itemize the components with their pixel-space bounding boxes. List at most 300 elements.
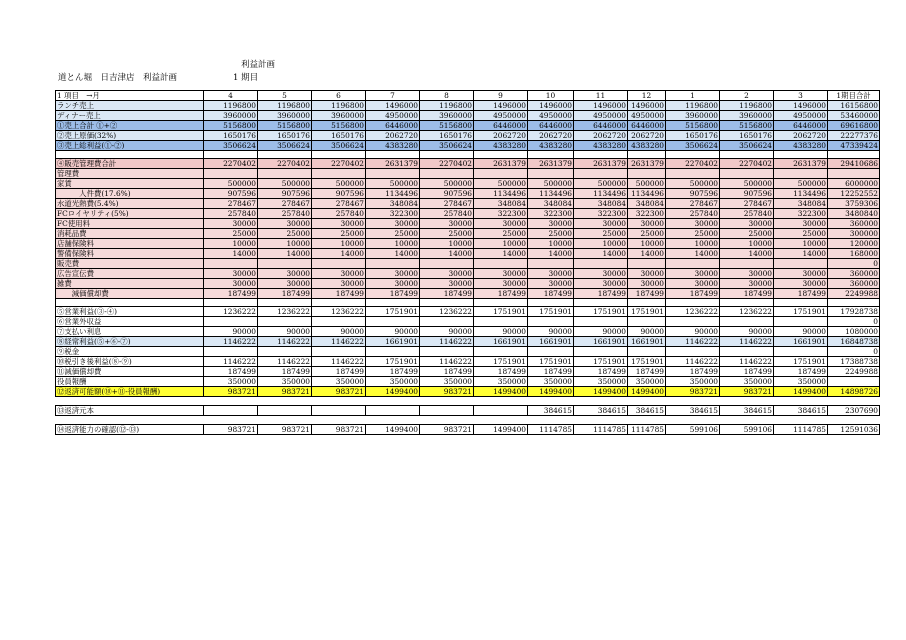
- value-cell: 90000: [574, 327, 628, 337]
- header-month: 4: [204, 91, 258, 101]
- value-cell: 500000: [574, 179, 628, 189]
- value-cell: 599106: [720, 425, 774, 435]
- value-cell: [628, 416, 666, 425]
- value-cell: 1146222: [420, 357, 474, 367]
- value-cell: 14000: [628, 249, 666, 259]
- value-cell: 1196800: [204, 101, 258, 111]
- value-cell: 14000: [774, 249, 828, 259]
- table-row: [56, 111, 880, 121]
- value-cell: 350000: [720, 377, 774, 387]
- value-cell: 1196800: [312, 101, 366, 111]
- value-cell: 1146222: [666, 357, 720, 367]
- value-cell: 30000: [204, 279, 258, 289]
- value-cell: 3506624: [666, 141, 720, 151]
- value-cell: 1134496: [774, 189, 828, 199]
- value-cell: 983721: [258, 425, 312, 435]
- row-label: ⑩税引き後利益(⑧-⑨): [56, 357, 204, 367]
- value-cell: 25000: [666, 229, 720, 239]
- value-cell: [774, 416, 828, 425]
- value-cell: 907596: [720, 189, 774, 199]
- value-cell: 187499: [574, 289, 628, 299]
- value-cell: 187499: [628, 289, 666, 299]
- row-label: ④販売管理費合計: [56, 159, 204, 169]
- value-cell: 10000: [528, 239, 574, 249]
- value-cell: [574, 416, 628, 425]
- value-cell: 90000: [628, 327, 666, 337]
- value-cell: 1134496: [474, 189, 528, 199]
- value-cell: 278467: [204, 199, 258, 209]
- value-cell: 1751901: [574, 307, 628, 317]
- header-month: 11: [574, 91, 628, 101]
- value-cell: 25000: [574, 229, 628, 239]
- value-cell: [774, 151, 828, 159]
- value-cell: 10000: [628, 239, 666, 249]
- value-cell: 350000: [666, 377, 720, 387]
- value-cell: 2631379: [528, 159, 574, 169]
- value-cell: 4383280: [528, 141, 574, 151]
- table-row: [56, 387, 880, 397]
- row-label: [56, 299, 204, 307]
- value-cell: 1134496: [628, 189, 666, 199]
- value-cell: 3960000: [666, 111, 720, 121]
- value-cell: [420, 397, 474, 406]
- row-label: [56, 151, 204, 159]
- value-cell: 348084: [474, 199, 528, 209]
- value-cell: 599106: [666, 425, 720, 435]
- value-cell: 257840: [666, 209, 720, 219]
- row-label: ⑫返済可能額(⑩+⑪-役員報酬): [56, 387, 204, 397]
- value-cell: 3506624: [312, 141, 366, 151]
- header-month: 5: [258, 91, 312, 101]
- table-row: [56, 367, 880, 377]
- value-cell: 1146222: [258, 337, 312, 347]
- value-cell: [474, 416, 528, 425]
- table-row: [56, 101, 880, 111]
- value-cell: [774, 317, 828, 327]
- total-cell: 3759306: [828, 199, 880, 209]
- value-cell: 1146222: [720, 337, 774, 347]
- value-cell: 3506624: [258, 141, 312, 151]
- value-cell: 2631379: [474, 159, 528, 169]
- value-cell: [366, 151, 420, 159]
- value-cell: 3960000: [420, 111, 474, 121]
- value-cell: [720, 347, 774, 357]
- value-cell: 1751901: [474, 307, 528, 317]
- value-cell: 384615: [574, 406, 628, 416]
- header-month: 8: [420, 91, 474, 101]
- value-cell: 187499: [366, 367, 420, 377]
- table-row: [56, 299, 880, 307]
- value-cell: [528, 169, 574, 179]
- value-cell: 5156800: [720, 121, 774, 131]
- value-cell: [258, 397, 312, 406]
- value-cell: 14000: [528, 249, 574, 259]
- value-cell: [628, 151, 666, 159]
- value-cell: 10000: [774, 239, 828, 249]
- value-cell: 1134496: [574, 189, 628, 199]
- value-cell: 322300: [528, 209, 574, 219]
- value-cell: 1751901: [774, 307, 828, 317]
- value-cell: [366, 347, 420, 357]
- value-cell: [312, 317, 366, 327]
- table-row: [56, 131, 880, 141]
- header-month: 3: [774, 91, 828, 101]
- row-label: 減価償却費: [56, 289, 204, 299]
- value-cell: 1146222: [312, 337, 366, 347]
- table-row: [56, 406, 880, 416]
- total-cell: 53460000: [828, 111, 880, 121]
- value-cell: 1196800: [258, 101, 312, 111]
- total-cell: [828, 416, 880, 425]
- value-cell: 500000: [774, 179, 828, 189]
- row-label: 消耗品費: [56, 229, 204, 239]
- value-cell: 2270402: [666, 159, 720, 169]
- value-cell: 10000: [366, 239, 420, 249]
- value-cell: 1751901: [528, 307, 574, 317]
- total-cell: [828, 151, 880, 159]
- total-cell: 3480840: [828, 209, 880, 219]
- header-month: 9: [474, 91, 528, 101]
- value-cell: 322300: [574, 209, 628, 219]
- value-cell: 257840: [420, 209, 474, 219]
- value-cell: 1499400: [574, 387, 628, 397]
- total-cell: 0: [828, 317, 880, 327]
- value-cell: [258, 259, 312, 269]
- value-cell: 187499: [666, 289, 720, 299]
- table-row: [56, 289, 880, 299]
- header-total: 1期目合計: [828, 91, 880, 101]
- value-cell: 350000: [312, 377, 366, 387]
- value-cell: 30000: [628, 279, 666, 289]
- value-cell: 1650176: [666, 131, 720, 141]
- value-cell: 983721: [204, 425, 258, 435]
- total-cell: [828, 169, 880, 179]
- value-cell: 6446000: [528, 121, 574, 131]
- value-cell: 350000: [528, 377, 574, 387]
- value-cell: [204, 406, 258, 416]
- value-cell: [204, 416, 258, 425]
- value-cell: [312, 169, 366, 179]
- value-cell: [204, 347, 258, 357]
- value-cell: 14000: [474, 249, 528, 259]
- value-cell: 14000: [720, 249, 774, 259]
- table-row: [56, 209, 880, 219]
- value-cell: 25000: [528, 229, 574, 239]
- value-cell: 30000: [366, 269, 420, 279]
- table-row: [56, 121, 880, 131]
- total-cell: 2249988: [828, 367, 880, 377]
- value-cell: 1114785: [528, 425, 574, 435]
- value-cell: [574, 347, 628, 357]
- table-row: [56, 229, 880, 239]
- table-row: [56, 347, 880, 357]
- value-cell: 2270402: [720, 159, 774, 169]
- value-cell: 1499400: [474, 387, 528, 397]
- value-cell: 907596: [204, 189, 258, 199]
- value-cell: 1146222: [666, 337, 720, 347]
- value-cell: [474, 397, 528, 406]
- row-label: 管理費: [56, 169, 204, 179]
- value-cell: 1751901: [774, 357, 828, 367]
- value-cell: 2631379: [574, 159, 628, 169]
- value-cell: 1146222: [312, 357, 366, 367]
- header-month: 1: [666, 91, 720, 101]
- value-cell: 30000: [366, 279, 420, 289]
- value-cell: [366, 169, 420, 179]
- row-label: [56, 397, 204, 406]
- total-cell: 22277376: [828, 131, 880, 141]
- document-title: 利益計画: [241, 60, 276, 70]
- value-cell: 2062720: [528, 131, 574, 141]
- value-cell: 348084: [574, 199, 628, 209]
- value-cell: [774, 397, 828, 406]
- table-row: [56, 199, 880, 209]
- row-label: ディナー売上: [56, 111, 204, 121]
- value-cell: 6446000: [574, 121, 628, 131]
- value-cell: 30000: [574, 279, 628, 289]
- value-cell: 30000: [720, 269, 774, 279]
- value-cell: 30000: [366, 219, 420, 229]
- value-cell: 4950000: [774, 111, 828, 121]
- value-cell: 983721: [258, 387, 312, 397]
- total-cell: 17388738: [828, 357, 880, 367]
- value-cell: 1661901: [528, 337, 574, 347]
- row-label: ③売上総利益(①-②): [56, 141, 204, 151]
- value-cell: 10000: [204, 239, 258, 249]
- value-cell: 500000: [628, 179, 666, 189]
- value-cell: 1661901: [474, 337, 528, 347]
- value-cell: 4950000: [528, 111, 574, 121]
- value-cell: [420, 151, 474, 159]
- value-cell: 187499: [258, 289, 312, 299]
- value-cell: [628, 299, 666, 307]
- value-cell: [574, 169, 628, 179]
- value-cell: 1196800: [666, 101, 720, 111]
- value-cell: 187499: [528, 367, 574, 377]
- value-cell: 6446000: [628, 121, 666, 131]
- value-cell: 30000: [666, 279, 720, 289]
- value-cell: [258, 317, 312, 327]
- value-cell: 187499: [312, 367, 366, 377]
- value-cell: 187499: [366, 289, 420, 299]
- value-cell: 30000: [420, 269, 474, 279]
- value-cell: [666, 151, 720, 159]
- value-cell: [366, 416, 420, 425]
- row-label: 水道光熱費(5.4%): [56, 199, 204, 209]
- value-cell: 187499: [312, 289, 366, 299]
- value-cell: 348084: [366, 199, 420, 209]
- value-cell: 187499: [204, 367, 258, 377]
- value-cell: [574, 259, 628, 269]
- value-cell: [204, 317, 258, 327]
- value-cell: [528, 259, 574, 269]
- value-cell: [666, 299, 720, 307]
- value-cell: 500000: [666, 179, 720, 189]
- value-cell: 30000: [666, 269, 720, 279]
- value-cell: [258, 406, 312, 416]
- value-cell: 1751901: [574, 357, 628, 367]
- value-cell: [720, 299, 774, 307]
- table-row: [56, 397, 880, 406]
- value-cell: [204, 299, 258, 307]
- value-cell: 257840: [312, 209, 366, 219]
- row-label: ⑤営業利益(③-④): [56, 307, 204, 317]
- value-cell: [574, 317, 628, 327]
- value-cell: 1661901: [574, 337, 628, 347]
- value-cell: 5156800: [666, 121, 720, 131]
- row-label: FCロイヤリティ(5%): [56, 209, 204, 219]
- value-cell: 1499400: [628, 387, 666, 397]
- value-cell: [366, 317, 420, 327]
- value-cell: 6446000: [474, 121, 528, 131]
- table-row: [56, 159, 880, 169]
- value-cell: 30000: [312, 219, 366, 229]
- value-cell: 983721: [666, 387, 720, 397]
- value-cell: 30000: [474, 269, 528, 279]
- value-cell: 1499400: [474, 425, 528, 435]
- value-cell: [312, 259, 366, 269]
- value-cell: 4383280: [366, 141, 420, 151]
- value-cell: 1146222: [420, 337, 474, 347]
- value-cell: 25000: [258, 229, 312, 239]
- value-cell: 30000: [628, 269, 666, 279]
- value-cell: [528, 151, 574, 159]
- value-cell: [366, 397, 420, 406]
- total-cell: [828, 397, 880, 406]
- value-cell: 25000: [720, 229, 774, 239]
- header-month: 2: [720, 91, 774, 101]
- row-label: ⑨税金: [56, 347, 204, 357]
- value-cell: 30000: [204, 219, 258, 229]
- value-cell: [628, 347, 666, 357]
- value-cell: 90000: [366, 327, 420, 337]
- value-cell: 983721: [420, 387, 474, 397]
- value-cell: [312, 299, 366, 307]
- profit-plan-table: [55, 90, 880, 435]
- value-cell: 1499400: [774, 387, 828, 397]
- table-row: [56, 169, 880, 179]
- value-cell: 1196800: [720, 101, 774, 111]
- value-cell: 30000: [528, 279, 574, 289]
- value-cell: 3506624: [720, 141, 774, 151]
- value-cell: [720, 259, 774, 269]
- value-cell: [528, 299, 574, 307]
- total-cell: 360000: [828, 219, 880, 229]
- table-row: [56, 357, 880, 367]
- value-cell: [774, 347, 828, 357]
- value-cell: 1496000: [628, 101, 666, 111]
- value-cell: 500000: [474, 179, 528, 189]
- value-cell: 350000: [474, 377, 528, 387]
- value-cell: 30000: [720, 219, 774, 229]
- table-row: [56, 327, 880, 337]
- value-cell: 2631379: [628, 159, 666, 169]
- value-cell: 350000: [420, 377, 474, 387]
- value-cell: 348084: [774, 199, 828, 209]
- store-plan-subtitle: 道とん堀 日吉津店 利益計画: [58, 73, 178, 83]
- row-label: 役員報酬: [56, 377, 204, 387]
- value-cell: 10000: [420, 239, 474, 249]
- value-cell: 1661901: [628, 337, 666, 347]
- table-row: [56, 219, 880, 229]
- row-label: 家賃: [56, 179, 204, 189]
- value-cell: [420, 317, 474, 327]
- row-label: ①売上合計 ①+②: [56, 121, 204, 131]
- value-cell: 983721: [204, 387, 258, 397]
- value-cell: 1114785: [774, 425, 828, 435]
- value-cell: 30000: [774, 269, 828, 279]
- row-label: ⑬返済元本: [56, 406, 204, 416]
- value-cell: 5156800: [258, 121, 312, 131]
- row-label: ⑧経常利益(⑤+⑥-⑦): [56, 337, 204, 347]
- value-cell: 10000: [258, 239, 312, 249]
- total-cell: 168000: [828, 249, 880, 259]
- table-row: [56, 249, 880, 259]
- value-cell: [312, 347, 366, 357]
- total-cell: 16848738: [828, 337, 880, 347]
- value-cell: [528, 347, 574, 357]
- value-cell: 5156800: [204, 121, 258, 131]
- value-cell: 90000: [528, 327, 574, 337]
- value-cell: 350000: [628, 377, 666, 387]
- header-month: 7: [366, 91, 420, 101]
- row-label: [56, 416, 204, 425]
- value-cell: [528, 317, 574, 327]
- value-cell: 1236222: [420, 307, 474, 317]
- value-cell: 30000: [258, 269, 312, 279]
- value-cell: 187499: [574, 367, 628, 377]
- value-cell: 350000: [204, 377, 258, 387]
- value-cell: 322300: [628, 209, 666, 219]
- value-cell: 4950000: [474, 111, 528, 121]
- value-cell: [204, 397, 258, 406]
- value-cell: [204, 259, 258, 269]
- value-cell: 348084: [628, 199, 666, 209]
- value-cell: 1496000: [528, 101, 574, 111]
- value-cell: 3506624: [420, 141, 474, 151]
- table-row: [56, 151, 880, 159]
- value-cell: [204, 169, 258, 179]
- table-header-row: [56, 91, 880, 101]
- value-cell: 2062720: [366, 131, 420, 141]
- total-cell: 2249988: [828, 289, 880, 299]
- value-cell: [666, 169, 720, 179]
- total-cell: 360000: [828, 269, 880, 279]
- value-cell: 1751901: [628, 307, 666, 317]
- value-cell: 1499400: [366, 425, 420, 435]
- value-cell: 4383280: [574, 141, 628, 151]
- value-cell: 257840: [720, 209, 774, 219]
- value-cell: 25000: [628, 229, 666, 239]
- table-row: [56, 377, 880, 387]
- value-cell: [420, 259, 474, 269]
- row-label: 店舗保険料: [56, 239, 204, 249]
- value-cell: 30000: [474, 219, 528, 229]
- value-cell: [666, 416, 720, 425]
- total-cell: [828, 299, 880, 307]
- row-label: 広告宣伝費: [56, 269, 204, 279]
- table-row: [56, 337, 880, 347]
- total-cell: 14898726: [828, 387, 880, 397]
- value-cell: 30000: [258, 219, 312, 229]
- value-cell: 187499: [204, 289, 258, 299]
- value-cell: 1751901: [474, 357, 528, 367]
- value-cell: [574, 151, 628, 159]
- value-cell: 187499: [420, 289, 474, 299]
- value-cell: 1236222: [312, 307, 366, 317]
- value-cell: 1499400: [366, 387, 420, 397]
- value-cell: 30000: [774, 279, 828, 289]
